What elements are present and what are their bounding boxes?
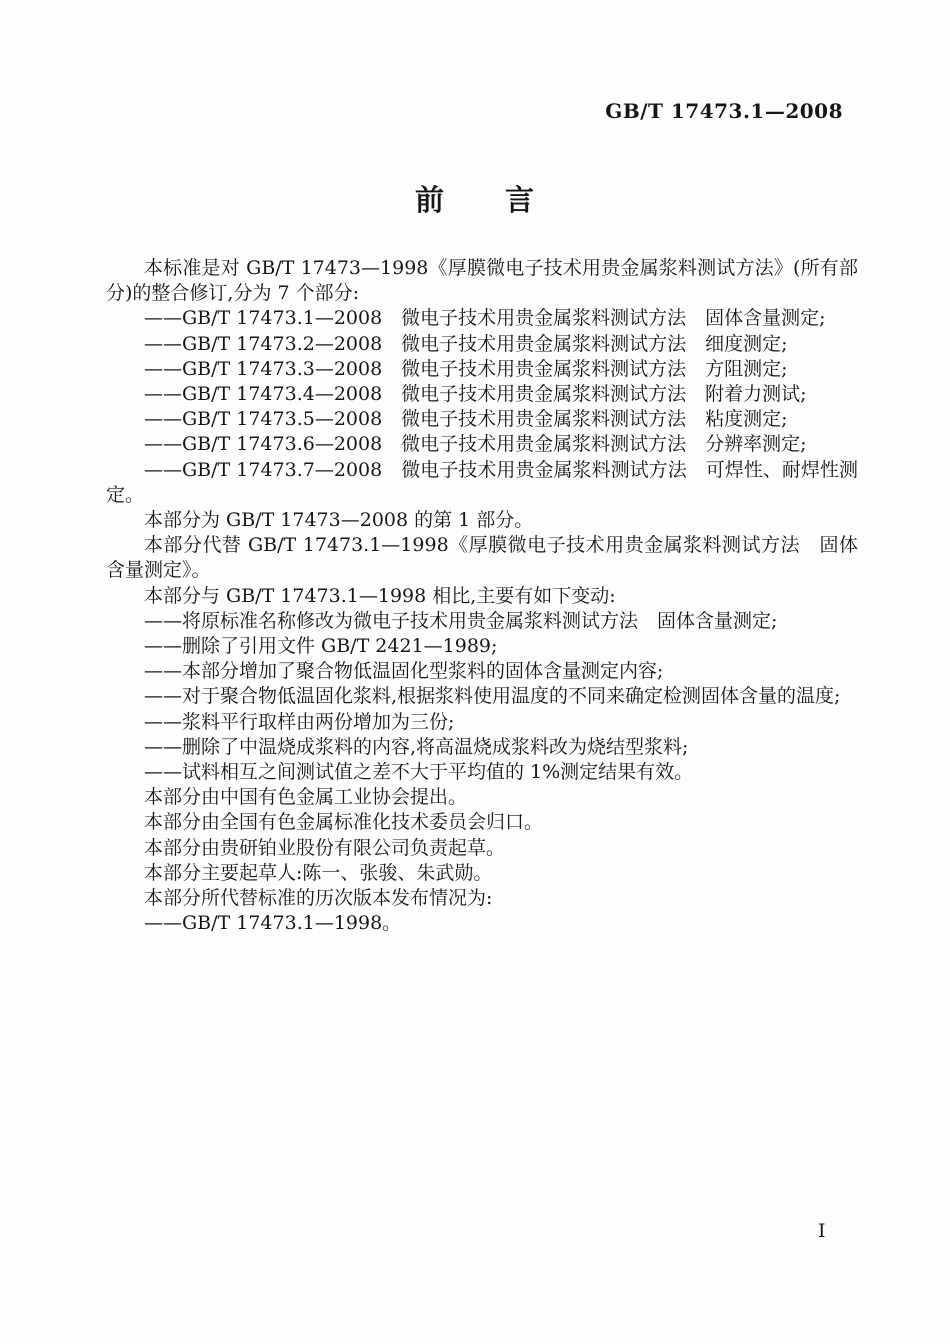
- list-item-part1: ——GB/T 17473.1—2008 微电子技术用贵金属浆料测试方法 固体含量测定;: [144, 307, 826, 330]
- list-item-part7: ——GB/T 17473.7—2008 微电子技术用贵金属浆料测试方法 可焊性、耐焊性测定。: [106, 458, 858, 506]
- change-item-4: ——对于聚合物低温固化浆料,根据浆料使用温度的不同来确定检测固体含量的温度;: [144, 685, 841, 708]
- paragraph-replaces: 本部分代替 GB/T 17473.1—1998《厚膜微电子技术用贵金属浆料测试方法 固体含量测定》。: [106, 534, 858, 582]
- paragraph-drafted-by: 本部分由贵研铂业股份有限公司负责起草。: [144, 836, 506, 859]
- history-item-1: ——GB/T 17473.1—1998。: [144, 912, 402, 935]
- standard-number-header: GB/T 17473.1—2008: [605, 99, 843, 123]
- change-item-5: ——浆料平行取样由两份增加为三份;: [144, 710, 455, 733]
- list-item-part4: ——GB/T 17473.4—2008 微电子技术用贵金属浆料测试方法 附着力测试;: [144, 383, 807, 406]
- paragraph-history-intro: 本部分所代替标准的历次版本发布情况为:: [144, 887, 493, 910]
- paragraph-changes-intro: 本部分与 GB/T 17473.1—1998 相比,主要有如下变动:: [144, 584, 616, 607]
- list-item-part5: ——GB/T 17473.5—2008 微电子技术用贵金属浆料测试方法 粘度测定;: [144, 408, 788, 431]
- paragraph-intro: 本标准是对 GB/T 17473—1998《厚膜微电子技术用贵金属浆料测试方法》(所有部分)的整合修订,分为 7 个部分:: [106, 257, 858, 305]
- foreword-title: 前 言: [414, 183, 535, 217]
- change-item-6: ——删除了中温烧成浆料的内容,将高温烧成浆料改为烧结型浆料;: [144, 735, 689, 758]
- change-item-1: ——将原标准名称修改为微电子技术用贵金属浆料测试方法 固体含量测定;: [144, 609, 778, 632]
- change-item-3: ——本部分增加了聚合物低温固化型浆料的固体含量测定内容;: [144, 660, 664, 683]
- paragraph-drafters: 本部分主要起草人:陈一、张骏、朱武勋。: [144, 861, 493, 884]
- paragraph-this-part: 本部分为 GB/T 17473—2008 的第 1 部分。: [144, 509, 534, 532]
- paragraph-proposed-by: 本部分由中国有色金属工业协会提出。: [144, 786, 468, 809]
- change-item-7: ——试料相互之间测试值之差不大于平均值的 1%测定结果有效。: [144, 761, 694, 784]
- list-item-part6: ——GB/T 17473.6—2008 微电子技术用贵金属浆料测试方法 分辨率测定;: [144, 433, 807, 456]
- change-item-2: ——删除了引用文件 GB/T 2421—1989;: [144, 635, 498, 658]
- list-item-part2: ——GB/T 17473.2—2008 微电子技术用贵金属浆料测试方法 细度测定;: [144, 332, 788, 355]
- page-number: I: [818, 1220, 826, 1242]
- foreword-body: [106, 256, 858, 936]
- paragraph-centralized-by: 本部分由全国有色金属标准化技术委员会归口。: [144, 811, 544, 834]
- list-item-part3: ——GB/T 17473.3—2008 微电子技术用贵金属浆料测试方法 方阻测定;: [144, 357, 788, 380]
